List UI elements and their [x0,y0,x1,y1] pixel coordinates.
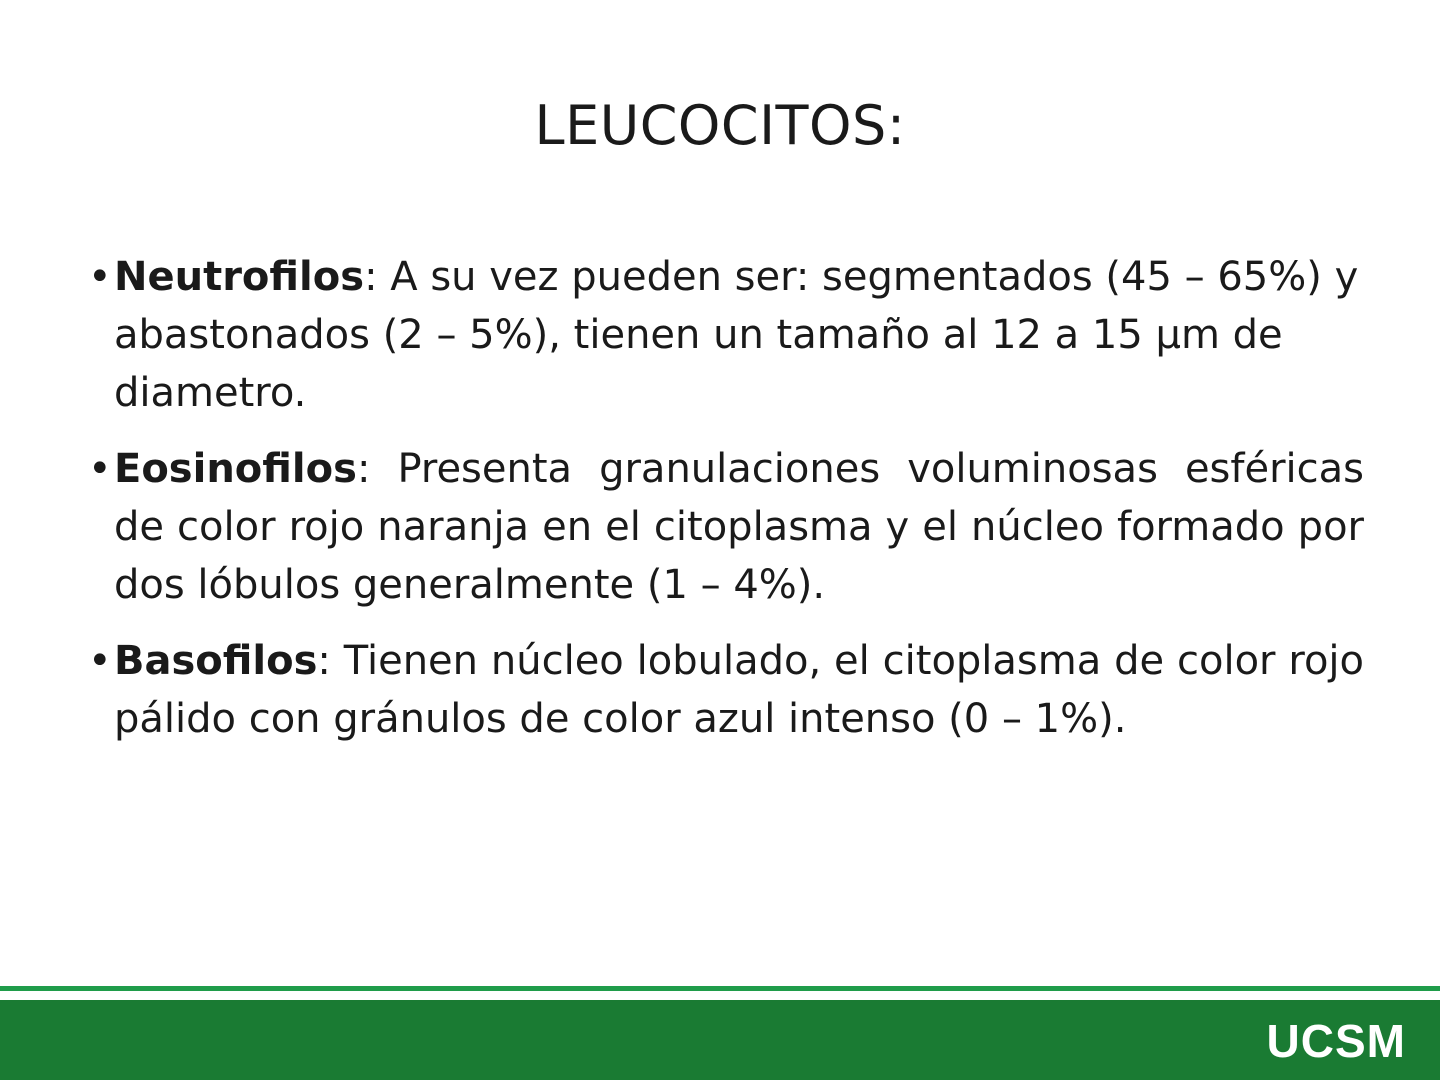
bullet-icon: • [88,446,112,492]
list-item [84,248,1364,422]
list-item-text [114,440,1364,614]
list-item-body: : A su vez pueden ser: segmentados (45 – 65%) y abastonados (2 – 5%), tienen un tamaño al 12 a 15 μm de diametro. [114,254,1359,416]
footer-divider [0,986,1440,991]
ucsm-logo: UCSM [1266,1015,1406,1067]
footer-bar [0,1000,1440,1080]
list-item [84,632,1364,748]
list-item-lead: Neutrofilos [114,254,365,300]
bullet-list [84,248,1364,766]
bullet-icon: • [88,254,112,300]
page-title: LEUCOCITOS: [534,94,906,157]
list-item-lead: Eosinofilos [114,446,357,492]
list-item-lead: Basofilos [114,638,318,684]
list-item-body: : Tienen núcleo lobulado, el citoplasma de color rojo pálido con gránulos de color azul intenso (0 – 1%). [114,638,1364,742]
list-item-body: : Presenta granulaciones voluminosas esféricas de color rojo naranja en el citoplasma y el núcleo formado por dos lóbulos generalmente (1 – 4%). [114,446,1364,608]
list-item [84,440,1364,614]
bullet-icon: • [88,638,112,684]
list-item-text [114,632,1364,748]
list-item-text [114,248,1364,422]
